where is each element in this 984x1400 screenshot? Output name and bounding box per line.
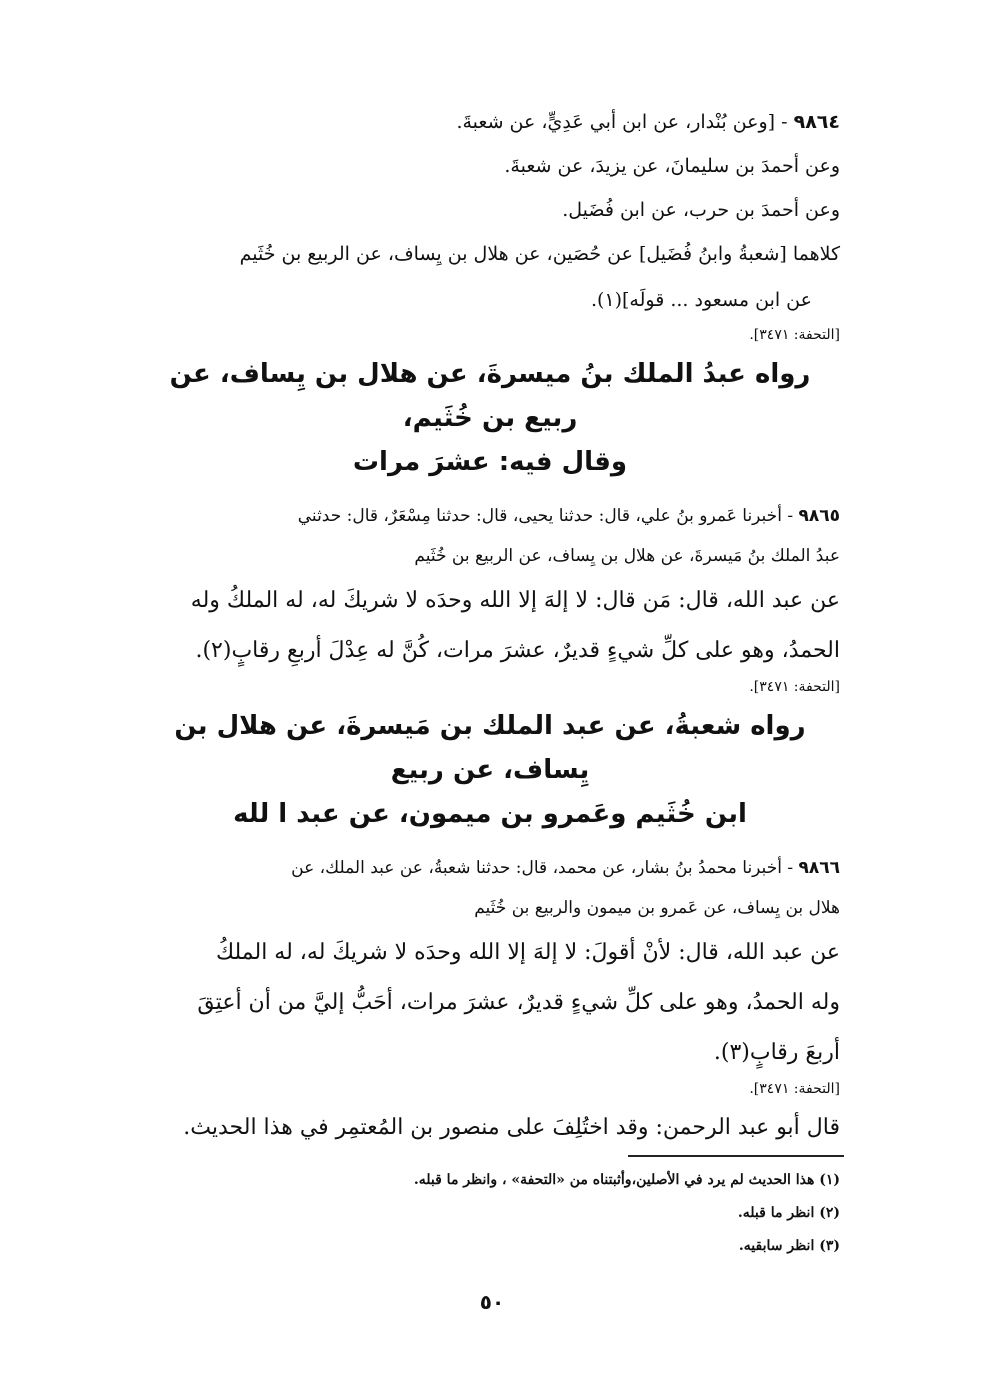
hadith-line: وله الحمدُ، وهو على كلِّ شيءٍ قديرٌ، عشرَ مرات، أحَبُّ إليَّ من أن أعتِقَ — [197, 990, 840, 1015]
hadith-line — [140, 100, 840, 144]
hadith-9864 — [140, 100, 840, 324]
footnote: (١) هذا الحديث لم يرد في الأصلين،وأثبتناه من «التحفة» ، وانظر ما قبله. — [413, 1172, 840, 1188]
heading-line: وقال فيه: عشرَ مرات — [352, 447, 628, 477]
heading-line: رواه عبدُ الملك بنُ ميسرةَ، عن هلال بن يِساف، عن ربيع بن خُثَيم، — [169, 359, 811, 433]
hadith-9866-matn — [140, 928, 840, 1078]
hadith-number: ٩٨٦٦ — [798, 858, 840, 878]
hadith-line — [140, 496, 840, 536]
heading-line: ابن خُثَيم وعَمرو بن ميمون، عن عبد ا لله — [233, 799, 747, 829]
hadith-line: كلاهما [شعبةُ وابنُ فُضَيل] عن حُصَين، عن هلال بن يِساف، عن الربيع بن خُثَيم — [239, 243, 840, 265]
hadith-9865-isnad — [140, 496, 840, 576]
hadith-number: ٩٨٦٥ — [798, 506, 840, 526]
hadith-text: - أخبرنا محمدُ بنُ بشار، عن محمد، قال: حدثنا شعبةُ، عن عبد الملك، عن — [291, 858, 794, 878]
hadith-9866-isnad — [140, 848, 840, 928]
hadith-text: - أخبرنا عَمرو بنُ علي، قال: حدثنا يحيى، قال: حدثنا مِسْعَرٌ، قال: حدثني — [297, 506, 794, 526]
footnote: (٣) انظر سابقيه. — [738, 1238, 840, 1254]
hadith-line: عن ابن مسعود ... قولَه](١). — [590, 289, 812, 311]
hadith-line: هلال بن يِساف، عن عَمرو بن ميمون والربيع بن خُثَيم — [474, 898, 840, 918]
page-number: ٥٠ — [479, 1290, 505, 1314]
hadith-9865-matn — [140, 576, 840, 676]
tuhfa-reference: [التحفة: ٣٤٧١]. — [749, 679, 840, 695]
footnotes — [320, 1164, 840, 1263]
tuhfa-reference: [التحفة: ٣٤٧١]. — [749, 1081, 840, 1097]
hadith-line: عبدُ الملك بنُ مَيسرةَ، عن هلال بن يِساف، عن الربيع بن خُثَيم — [414, 546, 840, 566]
hadith-line: أربعَ رقابٍ(٣). — [713, 1040, 840, 1065]
footnote-divider — [628, 1155, 844, 1157]
footnote: (٢) انظر ما قبله. — [737, 1205, 840, 1221]
hadith-text: - [وعن بُنْدار، عن ابن أبي عَدِيٍّ، عن شعبةَ. — [456, 111, 788, 133]
heading-line: رواه شعبةُ، عن عبد الملك بن مَيسرةَ، عن هلال بن يِساف، عن ربيع — [174, 711, 806, 785]
chapter-heading — [140, 704, 840, 836]
page-body — [140, 100, 840, 1152]
hadith-line: عن عبد الله، قال: لأنْ أقولَ: لا إلهَ إلا الله وحدَه لا شريكَ له، له الملكُ — [215, 940, 840, 965]
closing-statement: قال أبو عبد الرحمن: وقد اختُلِفَ على منصور بن المُعتمِر في هذا الحديث. — [183, 1115, 840, 1140]
tuhfa-reference: [التحفة: ٣٤٧١]. — [749, 327, 840, 343]
hadith-line: عن عبد الله، قال: مَن قال: لا إلهَ إلا الله وحدَه لا شريكَ له، له الملكُ وله — [190, 588, 840, 613]
chapter-heading — [140, 352, 840, 484]
hadith-number: ٩٨٦٤ — [793, 111, 840, 133]
hadith-line — [140, 848, 840, 888]
hadith-line: الحمدُ، وهو على كلِّ شيءٍ قديرٌ، عشرَ مرات، كُنَّ له عِدْلَ أربعِ رقابٍ(٢). — [195, 638, 840, 663]
hadith-line: وعن أحمدَ بن سليمانَ، عن يزيدَ، عن شعبةَ. — [504, 155, 840, 177]
hadith-line: وعن أحمدَ بن حرب، عن ابن فُضَيل. — [562, 199, 840, 221]
